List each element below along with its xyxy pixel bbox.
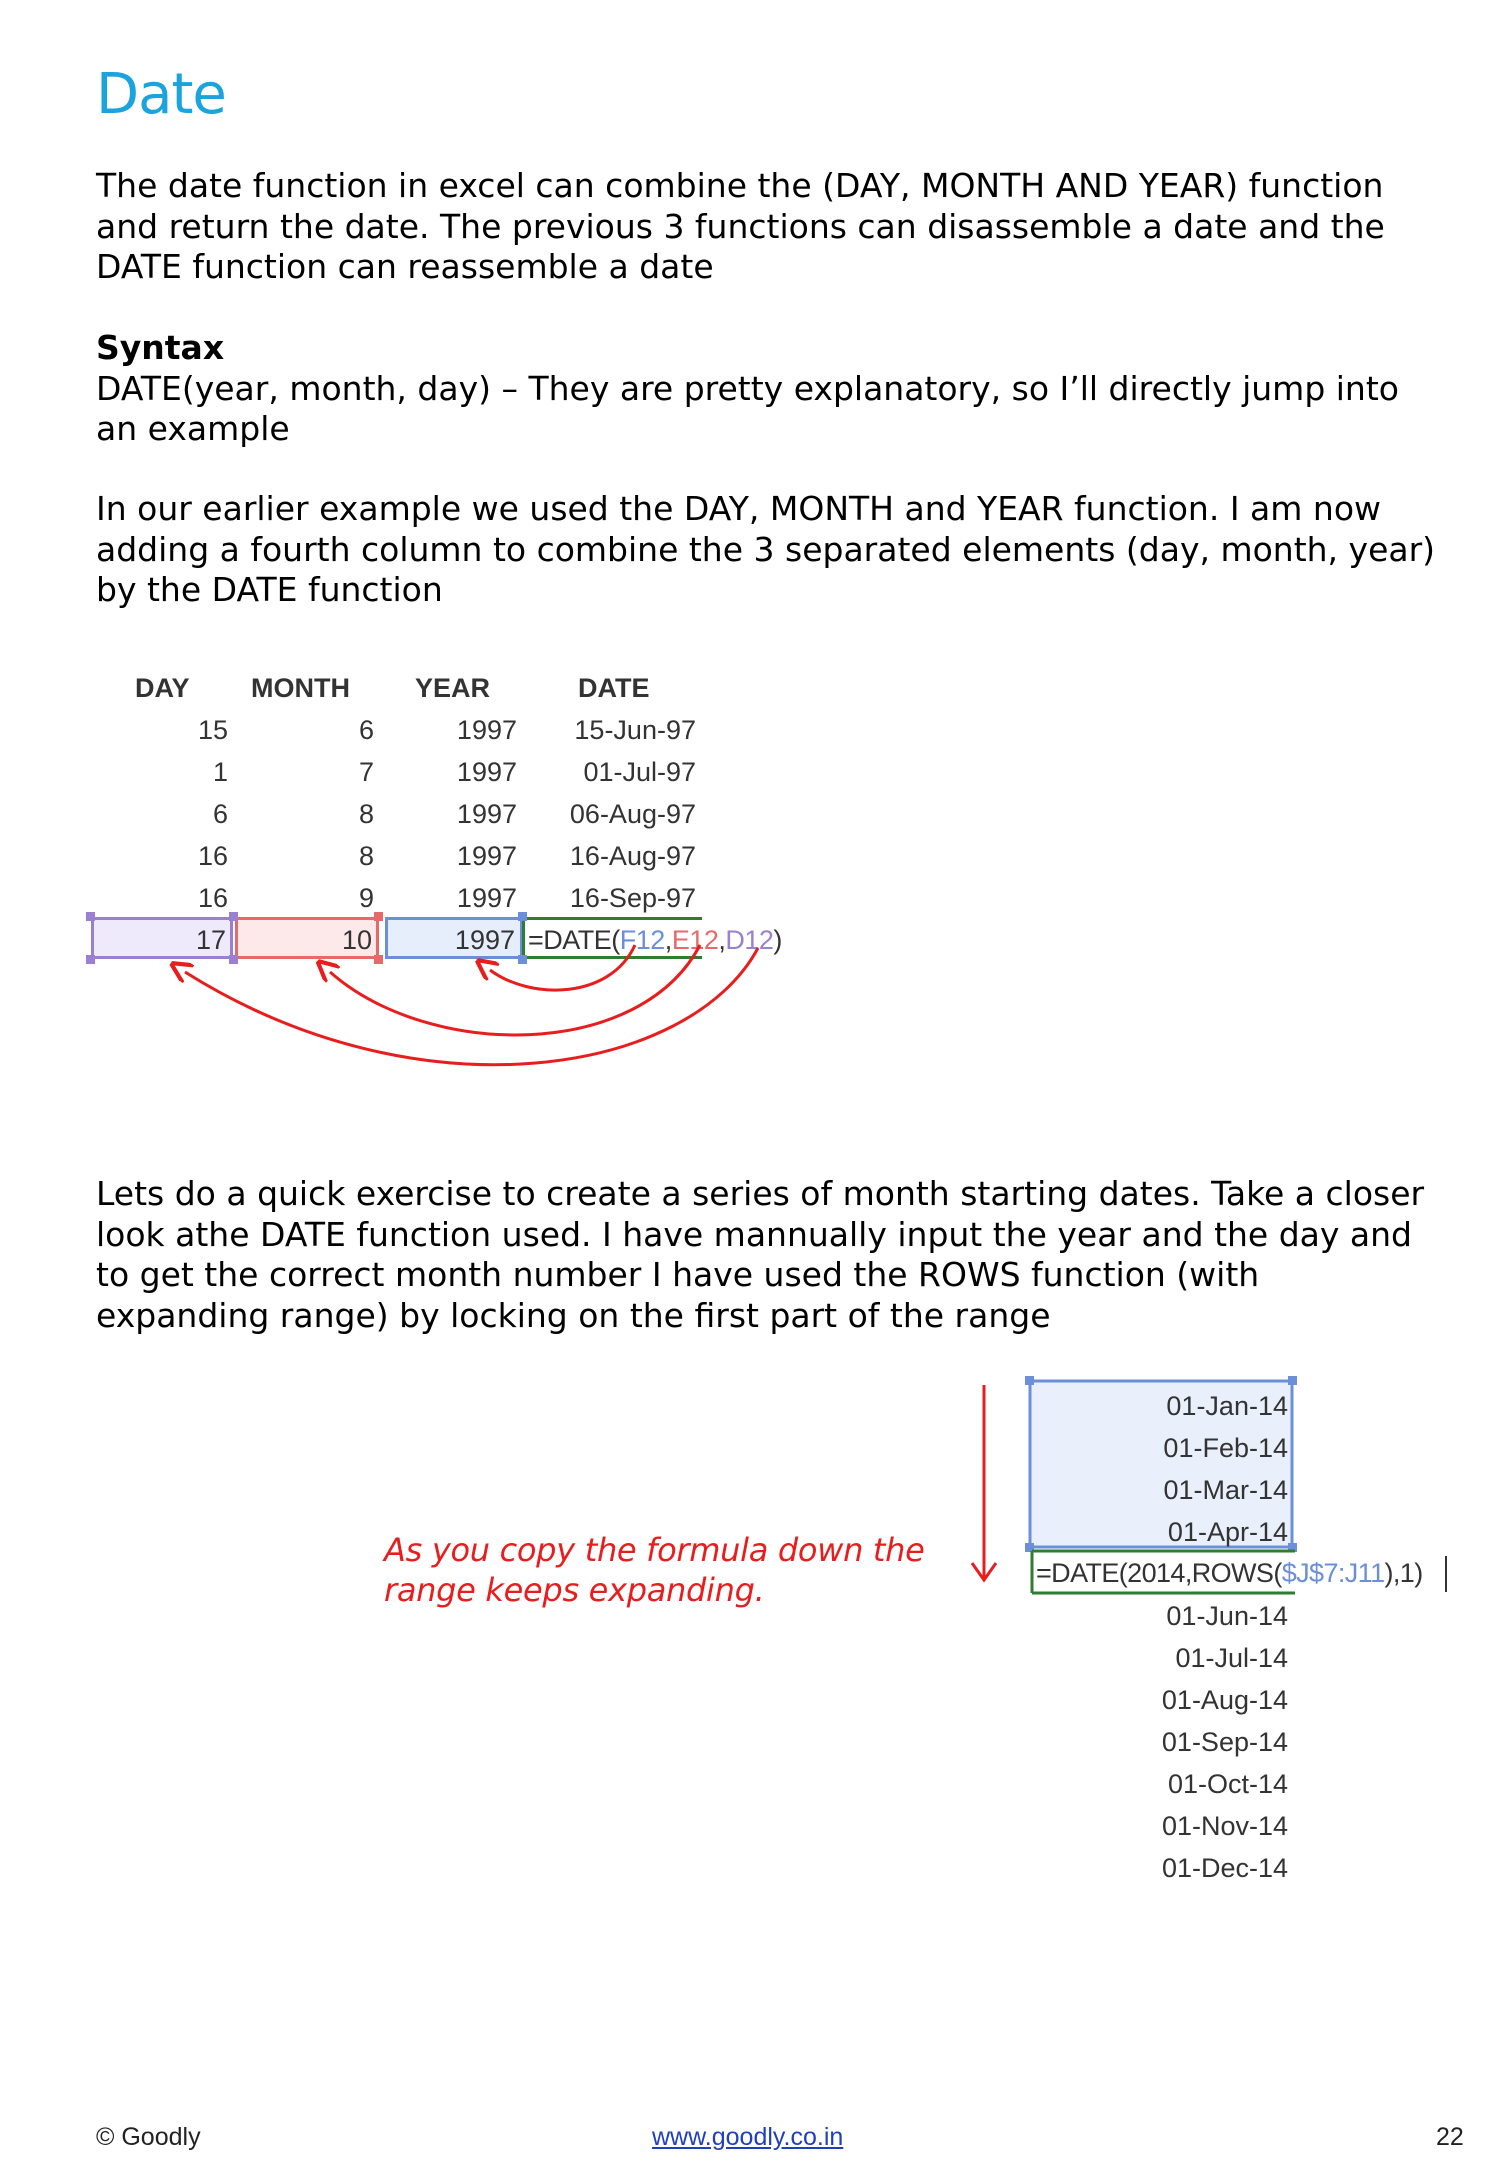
example-intro-paragraph: In our earlier example we used the DAY, MONTH and YEAR function. I am now adding a fourth column to combine the 3 separated elements (day, month, year) by the DATE function — [96, 489, 1436, 609]
formula-ref-day: D12 — [725, 925, 774, 955]
header-date: DATE — [578, 673, 650, 703]
formula-prefix: =DATE(2014,ROWS( — [1036, 1558, 1282, 1588]
date-value: 01-Jul-14 — [1175, 1643, 1288, 1673]
page-number: 22 — [1436, 2123, 1464, 2151]
month-value: 6 — [358, 715, 374, 745]
rows-formula-cell[interactable] — [1036, 1553, 1423, 1593]
annotation-line-1: As you copy the formula down the — [384, 1531, 925, 1569]
arrow-to-month — [330, 945, 700, 1035]
day-value: 16 — [197, 841, 228, 871]
footer-link[interactable]: www.goodly.co.in — [652, 2123, 844, 2151]
date-value: 01-Jan-14 — [1166, 1391, 1288, 1421]
date-value: 01-Jun-14 — [1166, 1601, 1288, 1631]
footer-copyright: © Goodly — [96, 2123, 201, 2151]
day-cell-handles — [86, 912, 238, 964]
date-value: 01-Mar-14 — [1163, 1475, 1288, 1505]
page-title: Date — [96, 62, 226, 127]
formula-ref-month: E12 — [671, 925, 719, 955]
annotation-note — [384, 1530, 925, 1610]
date-value: 01-Jul-97 — [583, 757, 696, 787]
formula-prefix: =DATE( — [528, 925, 620, 955]
date-value: 16-Sep-97 — [569, 883, 696, 913]
formula-suffix: ),1) — [1384, 1558, 1423, 1588]
syntax-text: DATE(year, month, day) – They are pretty explanatory, so I’ll directly jump into an example — [96, 368, 1399, 448]
year-value: 1997 — [456, 841, 517, 871]
date-value: 01-Feb-14 — [1163, 1433, 1288, 1463]
month-cell-handles — [374, 912, 383, 964]
date-value: 01-Dec-14 — [1161, 1853, 1288, 1883]
date-value: 16-Aug-97 — [569, 841, 696, 871]
year-input-cell[interactable]: 1997 — [454, 925, 515, 955]
formula-range-ref: $J$7:J11 — [1281, 1558, 1385, 1588]
month-value: 7 — [358, 757, 374, 787]
day-input-cell[interactable]: 17 — [195, 925, 226, 955]
formula-separator: , — [718, 925, 726, 955]
header-day: DAY — [135, 673, 190, 703]
day-value: 15 — [197, 715, 228, 745]
date-value: 01-Nov-14 — [1161, 1811, 1288, 1841]
year-value: 1997 — [456, 883, 517, 913]
arrow-to-year — [490, 945, 635, 990]
year-value: 1997 — [456, 799, 517, 829]
year-cell-handles — [518, 912, 527, 964]
footer-link-wrap — [652, 2123, 843, 2152]
syntax-heading: Syntax — [96, 328, 225, 367]
formula-separator: , — [664, 925, 672, 955]
annotation-line-2: range keeps expanding. — [384, 1571, 765, 1609]
exercise-paragraph: Lets do a quick exercise to create a series of month starting dates. Take a closer look athe DATE function used. I have mannually input the year and the day and to get the correct month number I have used the ROWS function (with expanding range) by locking on the first part of the range — [96, 1174, 1425, 1335]
year-value: 1997 — [456, 757, 517, 787]
day-value: 6 — [212, 799, 228, 829]
month-value: 8 — [358, 841, 374, 871]
formula-ref-year: F12 — [619, 925, 665, 955]
header-year: YEAR — [415, 673, 491, 703]
date-value: 01-Sep-14 — [1161, 1727, 1288, 1757]
date-value: 01-Aug-14 — [1161, 1685, 1288, 1715]
date-value: 06-Aug-97 — [569, 799, 696, 829]
date-value: 15-Jun-97 — [574, 715, 696, 745]
formula-suffix: ) — [773, 925, 782, 955]
reference-arrows — [185, 945, 758, 1065]
month-value: 8 — [358, 799, 374, 829]
header-month: MONTH — [251, 673, 350, 703]
date-value: 01-Oct-14 — [1167, 1769, 1288, 1799]
arrow-to-day — [185, 948, 758, 1065]
date-value: 01-Apr-14 — [1167, 1517, 1288, 1547]
intro-paragraph: The date function in excel can combine the (DAY, MONTH AND YEAR) function and return the date. The previous 3 functions can disassemble a date and the DATE function can reassemble a date — [96, 166, 1385, 286]
day-value: 1 — [212, 757, 228, 787]
year-value: 1997 — [456, 715, 517, 745]
month-input-cell[interactable]: 10 — [341, 925, 372, 955]
day-value: 16 — [197, 883, 228, 913]
month-value: 9 — [358, 883, 374, 913]
